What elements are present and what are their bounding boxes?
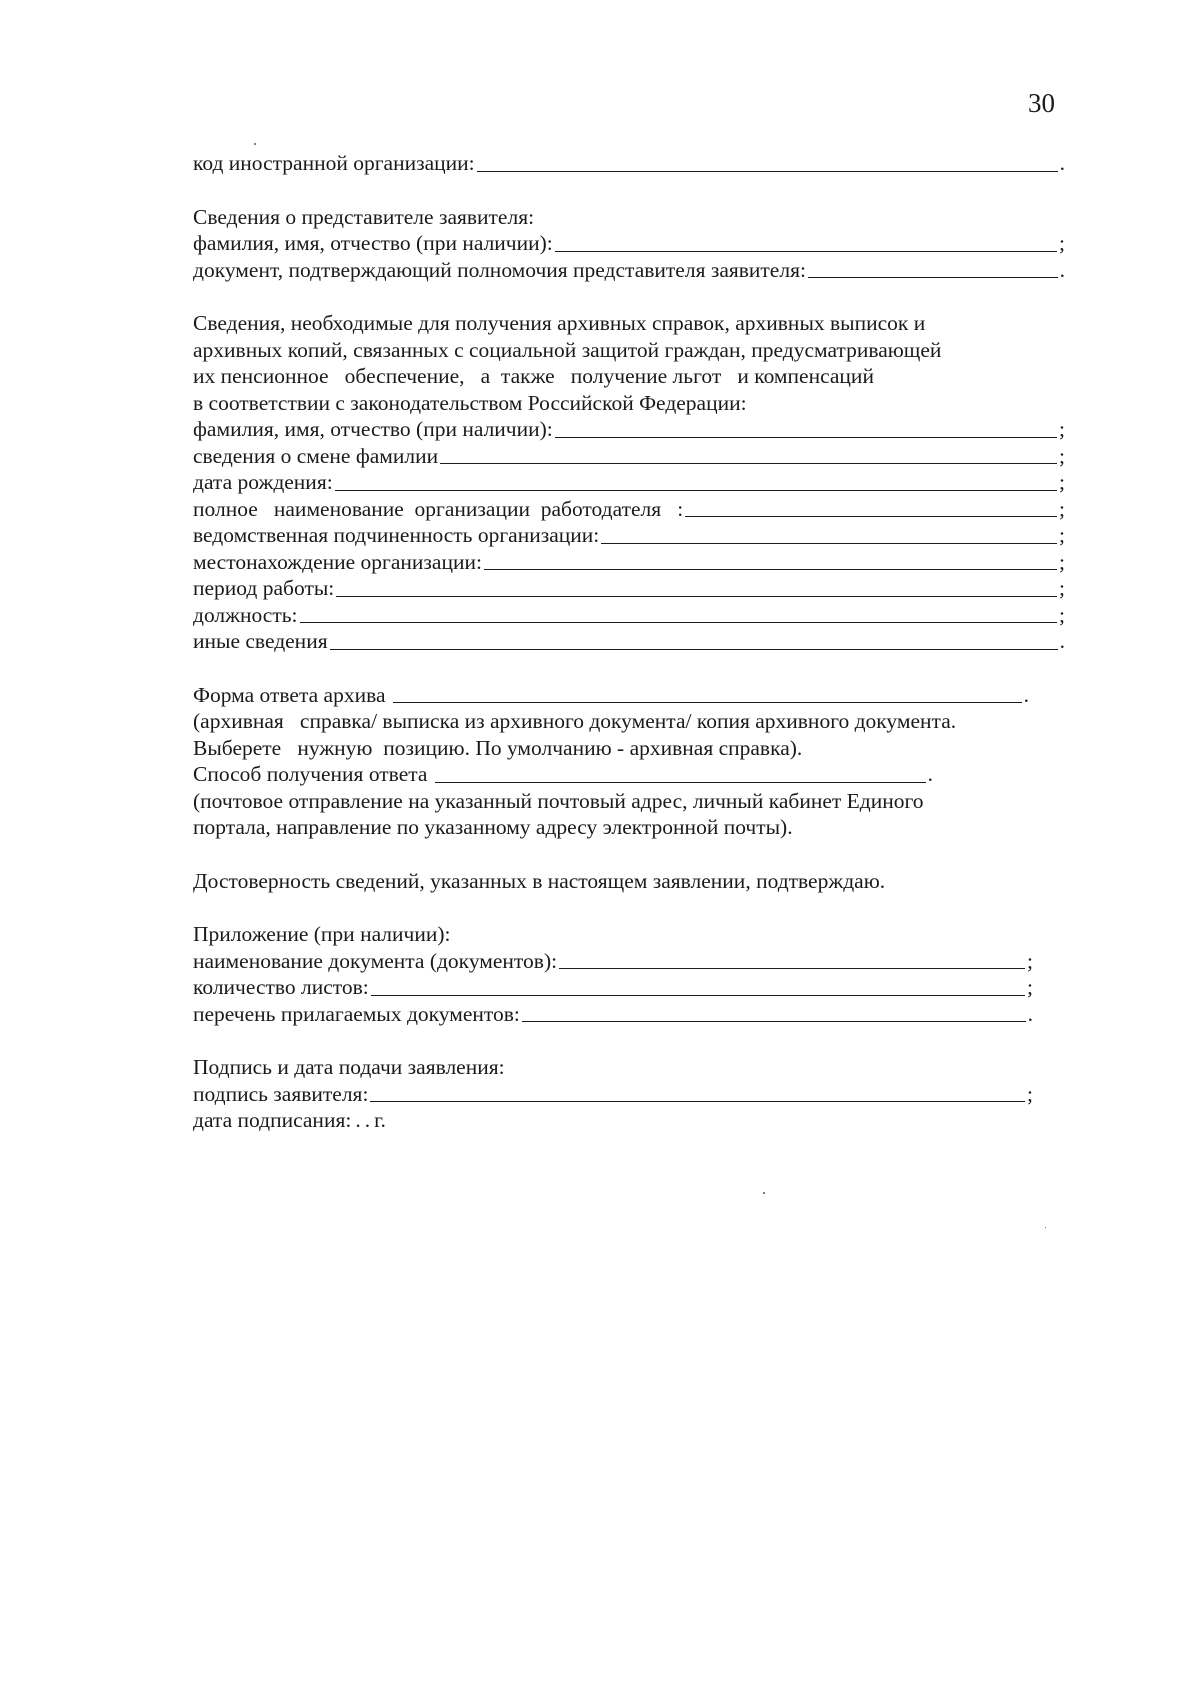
response-form-hint-2: Выберете нужную позицию. По умолчанию - архивная справка). [193,735,803,760]
other-info-field[interactable] [330,648,1058,650]
signing-date-label: дата подписания: [193,1108,352,1132]
representative-doc-label: документ, подтверждающий полномочия представителя заявителя: [193,257,806,282]
archive-info-heading-2: архивных копий, связанных с социальной защитой граждан, предусматривающей [193,337,942,362]
representative-heading: Сведения о представителе заявителя: [193,204,535,229]
archive-field-work-period: период работы: ; [193,576,1065,600]
signing-date-line: дата подписания: . . г. [193,1108,386,1132]
page-number: 30 [1028,88,1055,118]
archive-field-fio: фамилия, имя, отчество (при наличии): ; [193,417,1065,441]
archive-field-other: иные сведения . [193,629,1065,653]
response-method-label: Способ получения ответа [193,762,433,786]
foreign-org-code-line: код иностранной организации: . [193,151,1065,175]
attachment-doc-name-field[interactable] [559,967,1025,969]
position-field[interactable] [300,621,1058,623]
attachment-list-line: перечень прилагаемых документов: . [193,1001,1033,1026]
subordination-field[interactable] [601,542,1057,544]
response-form-field[interactable] [393,701,1022,703]
signature-label: подпись заявителя: [193,1081,369,1106]
representative-fio-label: фамилия, имя, отчество (при наличии): [193,231,553,255]
representative-doc-field[interactable] [808,276,1058,278]
archive-field-surname-change: сведения о смене фамилии ; [193,443,1065,468]
archive-field-location: местонахождение организации: ; [193,549,1065,574]
birth-date-field[interactable] [335,489,1057,491]
archive-info-heading-1: Сведения, необходимые для получения архивных справок, архивных выписок и [193,311,926,335]
response-form-line: Форма ответа архива . [193,682,1029,707]
response-method-hint-1: (почтовое отправление на указанный почтовый адрес, личный кабинет Единого [193,788,924,813]
foreign-org-code-label: код иностранной организации: [193,151,475,175]
archive-info-heading-3: их пенсионное обеспечение, а также получение льгот и компенсаций [193,364,874,388]
archive-info-heading-4: в соответствии с законодательством Российской Федерации: [193,390,747,415]
attachment-list-field[interactable] [522,1020,1026,1022]
location-field[interactable] [484,568,1057,570]
scan-speck [1045,1227,1046,1228]
representative-fio-field[interactable] [555,250,1057,252]
response-form-label: Форма ответа архива [193,682,391,707]
archive-fio-field[interactable] [555,436,1057,438]
signature-line: подпись заявителя: ; [193,1081,1033,1106]
archive-field-subordination: ведомственная подчиненность организации: ; [193,523,1065,547]
representative-fio-line: фамилия, имя, отчество (при наличии): ; [193,231,1065,255]
response-method-line: Способ получения ответа . [193,762,933,786]
confirmation-text: Достоверность сведений, указанных в настоящем заявлении, подтверждаю. [193,868,886,893]
attachments-heading: Приложение (при наличии): [193,922,451,946]
work-period-field[interactable] [336,595,1057,597]
archive-field-employer-name: полное наименование организации работодателя : ; [193,496,1065,521]
form-body [193,150,1065,1134]
response-method-field[interactable] [435,781,926,783]
attachment-sheet-count-field[interactable] [371,994,1025,996]
scan-speck [254,143,256,145]
response-form-hint-1: (архивная справка/ выписка из архивного документа/ копия архивного документа. [193,709,957,733]
archive-field-position: должность: ; [193,602,1065,627]
foreign-org-code-field[interactable] [477,170,1058,172]
response-method-hint-2: портала, направление по указанному адресу электронной почты). [193,815,793,839]
archive-field-birth-date: дата рождения: ; [193,470,1065,494]
employer-name-field[interactable] [685,515,1057,517]
signature-field[interactable] [370,1100,1025,1102]
scan-speck [763,1192,765,1194]
signature-heading: Подпись и дата подачи заявления: [193,1055,505,1079]
representative-doc-line: документ, подтверждающий полномочия представителя заявителя: . [193,257,1065,282]
attachment-doc-name-line: наименование документа (документов): ; [193,948,1033,973]
surname-change-field[interactable] [440,462,1057,464]
attachment-sheet-count-line: количество листов: ; [193,975,1033,999]
